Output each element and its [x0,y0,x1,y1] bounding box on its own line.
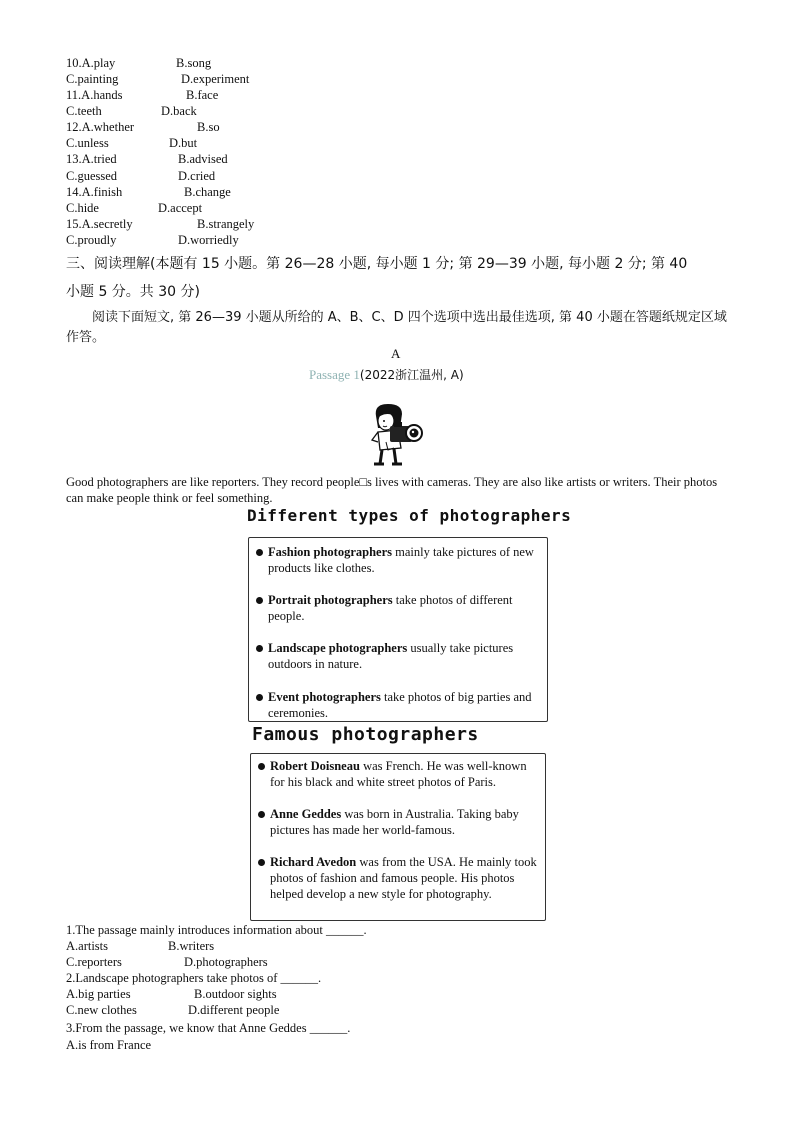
type-desc: take photos of big parties and ceremonies. [268,690,532,720]
passage-label [309,367,464,383]
bullet-icon [258,763,265,770]
photographer-desc: was born in Australia. Taking baby pictures has made her world-famous. [270,807,519,837]
option-b: B.so [197,120,220,134]
famous-item [258,806,539,838]
photographer-desc: was French. He was well-known for his black and white street photos of Paris. [270,759,527,789]
option-a: C.proudly [66,233,117,247]
answer-option[interactable]: A.big parties [66,987,131,1001]
bullet-icon [258,859,265,866]
option-a: C.teeth [66,104,102,118]
section-heading-line1: 三、阅读理解(本题有 15 小题。第 26—28 小题, 每小题 1 分; 第 29—39 小题, 每小题 2 分; 第 40 [66,256,688,272]
option-b: B.advised [178,152,228,166]
type-name: Fashion photographers [268,545,392,559]
passage-letter: A [391,346,401,361]
option-b: D.cried [178,169,216,183]
section-heading-line2: 小题 5 分。共 30 分) [66,284,200,300]
option-b: D.accept [158,201,203,215]
famous-item [258,854,539,902]
option-a: 15.A.secretly [66,217,133,231]
question-stem: 3.From the passage, we know that Anne Geddes ______. [66,1021,351,1035]
bullet-icon [258,811,265,818]
answer-option[interactable]: D.different people [188,1003,280,1017]
question-stem: 1.The passage mainly introduces information about ______. [66,923,367,937]
option-a: C.painting [66,72,119,86]
photographer-illustration [364,402,428,472]
answer-option[interactable]: A.is from France [66,1038,152,1052]
option-a: 13.A.tried [66,152,117,166]
photographer-name: Richard Avedon [270,855,357,869]
famous-title: Famous photographers [252,724,479,745]
type-name: Event photographers [268,690,381,704]
bullet-icon [256,549,263,556]
option-b: B.change [184,185,231,199]
type-desc: mainly take pictures of new products like clothes. [268,545,534,575]
option-b: B.face [186,88,219,102]
famous-item [258,758,539,790]
bullet-icon [256,597,263,604]
type-desc: take photos of different people. [268,593,513,623]
answer-option[interactable]: A.artists [66,939,109,953]
bullet-icon [256,694,263,701]
option-a: C.hide [66,201,99,215]
option-a: 10.A.play [66,56,116,70]
answer-option[interactable]: B.outdoor sights [194,987,277,1001]
photographer-name: Robert Doisneau [270,759,360,773]
type-item [256,544,541,576]
types-title: Different types of photographers [247,506,572,525]
answer-option[interactable]: B.writers [168,939,215,953]
intro-paragraph: Good photographers are like reporters. They record people□s lives with cameras. They are also like artists or writers. Their photos can make people think or feel something. [66,475,718,505]
option-b: D.worriedly [178,233,239,247]
option-b: D.back [161,104,197,118]
famous-box [250,753,546,921]
option-a: C.guessed [66,169,118,183]
option-b: D.experiment [181,72,250,86]
type-name: Portrait photographers [268,593,393,607]
option-a: 14.A.finish [66,185,123,199]
type-item [256,640,541,672]
types-box [248,537,548,722]
instructions: 阅读下面短文, 第 26—39 小题从所给的 A、B、C、D 四个选项中选出最佳选项, 第 40 小题在答题纸规定区域作答。 [66,310,727,345]
bullet-icon [256,645,263,652]
answer-option[interactable]: C.new clothes [66,1003,137,1017]
answer-option[interactable]: C.reporters [66,955,122,969]
answer-option[interactable]: D.photographers [184,955,268,969]
passage-source: (2022浙江温州, A) [359,368,464,382]
option-a: 12.A.whether [66,120,135,134]
type-desc: usually take pictures outdoors in nature. [268,641,514,671]
option-b: D.but [169,136,198,150]
option-a: 11.A.hands [66,88,123,102]
option-a: C.unless [66,136,109,150]
type-item [256,689,541,721]
question-stem: 2.Landscape photographers take photos of ______. [66,971,322,985]
type-item [256,592,541,624]
photographer-name: Anne Geddes [270,807,342,821]
option-b: B.song [176,56,212,70]
passage-link[interactable]: Passage 1 [309,367,360,382]
type-name: Landscape photographers [268,641,408,655]
photographer-desc: was from the USA. He mainly took photos of fashion and famous people. His photos helped develop a new style for photography. [270,855,537,901]
option-b: B.strangely [197,217,255,231]
